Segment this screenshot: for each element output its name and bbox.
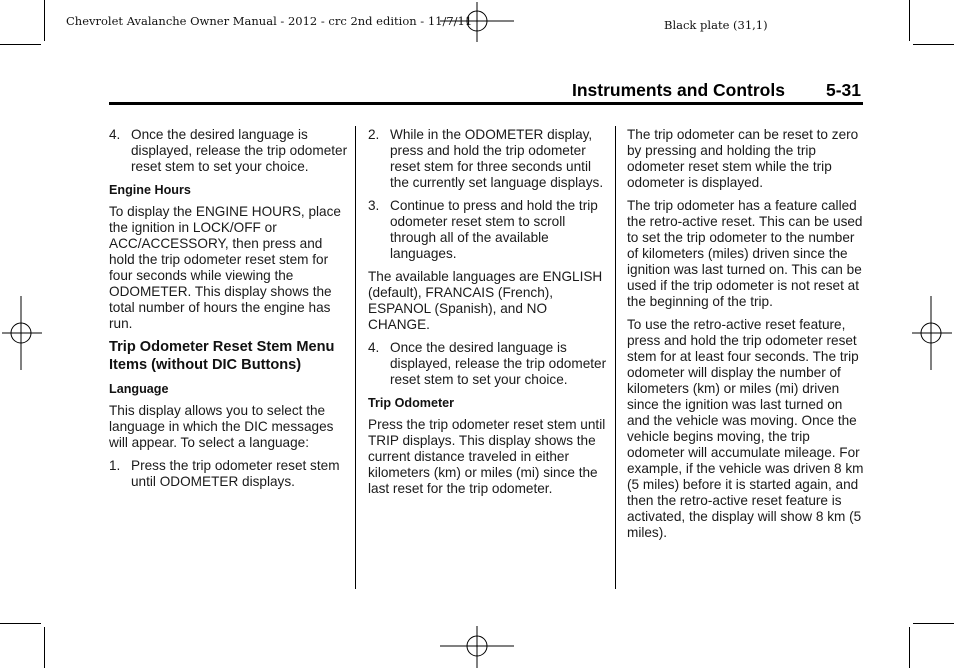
list-number: 2. [368,127,380,142]
list-text: Once the desired language is displayed, release the trip odometer reset stem to set your choice. [131,127,348,174]
reset-paragraph: The trip odometer can be reset to zero by pressing and holding the trip odometer reset stem while the trip odometer is displayed. [627,127,859,190]
crop-mark [44,0,45,41]
list-item [109,127,349,175]
crop-mark [44,627,45,668]
header-rule [109,102,863,105]
retro-active-paragraph: The trip odometer has a feature called the retro-active reset. This can be used to set the trip odometer to the number of kilometers (miles) driven since the ignition was last turned on. This can be used if the trip odometer is not reset at the beginning of the trip. [627,198,863,309]
engine-hours-paragraph: To display the ENGINE HOURS, place the ignition in LOCK/OFF or ACC/ACCESSORY, then press and hold the trip odometer reset stem for four seconds while viewing the ODOMETER. This display shows the total number of hours the engine has run. [109,204,341,331]
column-divider [615,126,616,589]
section-title: Instruments and Controls [572,80,785,100]
registration-mark-right [912,296,952,370]
crop-mark [0,623,41,624]
registration-mark-left [2,296,42,370]
list-text: Press the trip odometer reset stem until ODOMETER displays. [131,458,340,489]
retro-active-usage-paragraph: To use the retro-active reset feature, press and hold the trip odometer reset stem for at least four seconds. The trip odometer will display the number of kilometers (km) or miles (mi) driven since the ignition was last turned on and the vehicle was moving. Once the vehicle begins moving, the trip odometer will accumulate mileage. For example, if the vehicle was driven 8 km (5 miles) before it is started again, and then the retro-active reset feature is activated, the display will show 8 km (5 miles). [627,317,864,540]
column-2 [368,127,608,504]
list-number: 3. [368,198,380,213]
crop-mark [913,44,954,45]
section-heading: Trip Odometer Reset Stem Menu Items (without DIC Buttons) [109,339,335,373]
list-text: While in the ODOMETER display, press and hold the trip odometer reset stem for three seconds until the currently set language displays. [390,127,604,190]
language-heading: Language [109,382,169,396]
list-text: Once the desired language is displayed, release the trip odometer reset stem to set your choice. [390,340,607,387]
crop-mark [0,44,41,45]
trip-odometer-paragraph: Press the trip odometer reset stem until TRIP displays. This display shows the current distance traveled in either kilometers (km) or miles (mi) since the last reset for the trip odometer. [368,417,606,496]
language-paragraph: This display allows you to select the language in which the DIC messages will appear. To select a language: [109,403,334,450]
list-number: 4. [368,340,380,355]
list-item [368,127,608,191]
page-number: 5-31 [826,80,862,100]
crop-mark [909,627,910,668]
trip-odometer-heading: Trip Odometer [368,396,455,410]
languages-paragraph: The available languages are ENGLISH (default), FRANCAIS (French), ESPANOL (Spanish), and NO CHANGE. [368,269,603,332]
column-1 [109,127,349,497]
list-number: 1. [109,458,121,473]
slug-left: Chevrolet Avalanche Owner Manual - 2012 - crc 2nd edition - 11/7/11 [66,14,473,28]
list-number: 4. [109,127,121,142]
engine-hours-heading: Engine Hours [109,183,191,197]
list-text: Continue to press and hold the trip odometer reset stem to scroll through all of the available languages. [390,198,598,261]
column-3 [627,127,867,548]
list-item [368,198,608,262]
list-item [368,340,608,388]
slug-right: Black plate (31,1) [664,18,768,32]
column-divider [355,126,356,589]
registration-mark-bottom [440,626,514,668]
list-item [109,458,349,490]
crop-mark [909,0,910,41]
crop-mark [913,623,954,624]
